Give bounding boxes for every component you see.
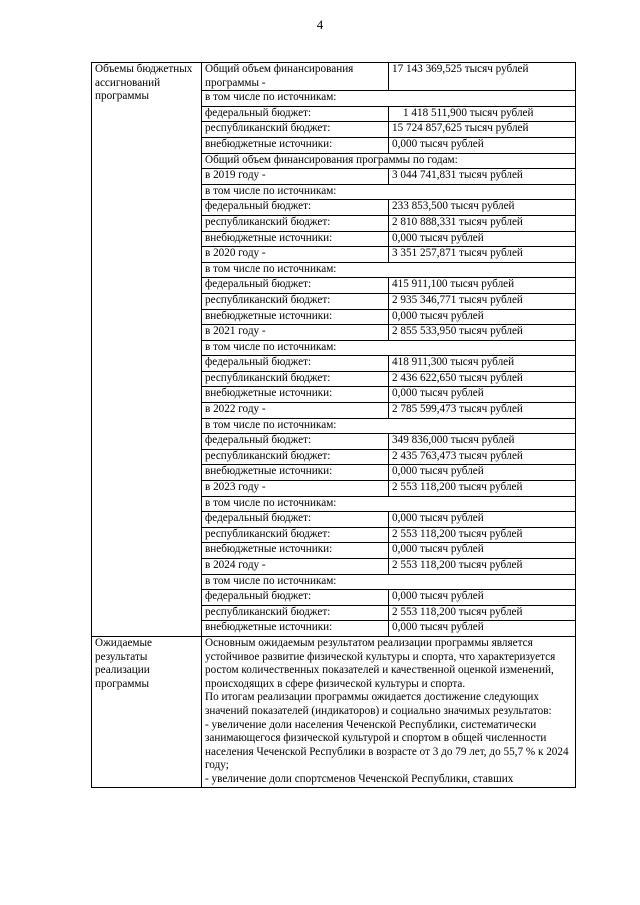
- funding-source-label: в 2024 году -: [202, 559, 389, 575]
- results-paragraph: - увеличение доли населения Чеченской Республики, систематически занимающегося физической культурой и спортом в общей численности населения Чеченской Республики в возрасте от 3 до 79 лет, до 55,7 % к 2024 году;: [205, 718, 569, 772]
- funding-source-label: республиканский бюджет:: [202, 449, 389, 465]
- funding-subheading: в том числе по источникам:: [202, 262, 576, 278]
- funding-subheading: Общий объем финансирования программы по годам:: [202, 153, 576, 169]
- funding-source-label: республиканский бюджет:: [202, 122, 389, 138]
- funding-subheading: в том числе по источникам:: [202, 340, 576, 356]
- funding-amount: 2 553 118,200 тысяч рублей: [389, 605, 576, 621]
- funding-amount: 1 418 511,900 тысяч рублей: [389, 106, 576, 122]
- results-paragraph: - увеличение доли спортсменов Чеченской Республики, ставших: [205, 772, 514, 785]
- funding-amount: 349 836,000 тысяч рублей: [389, 434, 576, 450]
- funding-amount: 0,000 тысяч рублей: [389, 231, 576, 247]
- funding-source-label: в 2022 году -: [202, 403, 389, 419]
- funding-amount: 0,000 тысяч рублей: [389, 590, 576, 606]
- expected-results-row: [92, 636, 576, 787]
- funding-amount: 415 911,100 тысяч рублей: [389, 278, 576, 294]
- funding-amount: 2 855 533,950 тысяч рублей: [389, 325, 576, 341]
- funding-amount: 3 351 257,871 тысяч рублей: [389, 247, 576, 263]
- funding-source-label: внебюджетные источники:: [202, 543, 389, 559]
- funding-amount: 0,000 тысяч рублей: [389, 465, 576, 481]
- funding-amount: 2 785 599,473 тысяч рублей: [389, 403, 576, 419]
- results-paragraph: Основным ожидаемым результатом реализации программы является устойчивое развитие физической культуры и спорта, что характеризуется ростом количественных показателей и качественной оценкой изменений, происходящих в сфере физической культуры и спорта.: [205, 636, 556, 690]
- funding-source-label: федеральный бюджет:: [202, 590, 389, 606]
- funding-subheading: в том числе по источникам:: [202, 496, 576, 512]
- funding-subheading: в том числе по источникам:: [202, 184, 576, 200]
- funding-amount: 0,000 тысяч рублей: [389, 137, 576, 153]
- funding-source-label: республиканский бюджет:: [202, 293, 389, 309]
- funding-amount: 0,000 тысяч рублей: [389, 543, 576, 559]
- funding-amount: 418 911,300 тысяч рублей: [389, 356, 576, 372]
- funding-row: [92, 63, 576, 91]
- funding-source-label: республиканский бюджет:: [202, 215, 389, 231]
- funding-amount: 2 436 622,650 тысяч рублей: [389, 371, 576, 387]
- funding-amount: 2 810 888,331 тысяч рублей: [389, 215, 576, 231]
- funding-source-label: внебюджетные источники:: [202, 309, 389, 325]
- funding-source-label: в 2019 году -: [202, 169, 389, 185]
- funding-source-label: внебюджетные источники:: [202, 465, 389, 481]
- funding-source-label: в 2020 году -: [202, 247, 389, 263]
- funding-source-label: федеральный бюджет:: [202, 106, 389, 122]
- funding-amount: 17 143 369,525 тысяч рублей: [389, 63, 576, 91]
- funding-amount: 15 724 857,625 тысяч рублей: [389, 122, 576, 138]
- funding-amount: 2 935 346,771 тысяч рублей: [389, 293, 576, 309]
- funding-amount: 2 553 118,200 тысяч рублей: [389, 527, 576, 543]
- expected-results-text: [202, 636, 576, 787]
- funding-source-label: республиканский бюджет:: [202, 605, 389, 621]
- funding-source-label: федеральный бюджет:: [202, 356, 389, 372]
- funding-amount: 2 553 118,200 тысяч рублей: [389, 559, 576, 575]
- program-passport-table: [91, 62, 576, 788]
- section-label-results: Ожидаемые результаты реализации программы: [92, 636, 202, 787]
- funding-source-label: федеральный бюджет:: [202, 434, 389, 450]
- funding-subheading: в том числе по источникам:: [202, 91, 576, 107]
- funding-source-label: в 2023 году -: [202, 481, 389, 497]
- page-number: 4: [316, 17, 324, 32]
- funding-source-label: республиканский бюджет:: [202, 527, 389, 543]
- funding-source-label: федеральный бюджет:: [202, 278, 389, 294]
- funding-source-label: внебюджетные источники:: [202, 621, 389, 637]
- funding-amount: 0,000 тысяч рублей: [389, 512, 576, 528]
- funding-source-label: федеральный бюджет:: [202, 512, 389, 528]
- funding-amount: 3 044 741,831 тысяч рублей: [389, 169, 576, 185]
- funding-source-label: Общий объем финансирования программы -: [202, 63, 389, 91]
- funding-source-label: внебюджетные источники:: [202, 137, 389, 153]
- funding-source-label: в 2021 году -: [202, 325, 389, 341]
- funding-amount: 0,000 тысяч рублей: [389, 621, 576, 637]
- funding-amount: 2 553 118,200 тысяч рублей: [389, 481, 576, 497]
- funding-subheading: в том числе по источникам:: [202, 418, 576, 434]
- funding-source-label: внебюджетные источники:: [202, 387, 389, 403]
- results-paragraph: По итогам реализации программы ожидается достижение следующих значений показателей (индикаторов) и социально значимых результатов:: [205, 691, 552, 717]
- funding-amount: 2 435 763,473 тысяч рублей: [389, 449, 576, 465]
- funding-source-label: федеральный бюджет:: [202, 200, 389, 216]
- funding-amount: 0,000 тысяч рублей: [389, 387, 576, 403]
- funding-source-label: республиканский бюджет:: [202, 371, 389, 387]
- section-label-funding: Объемы бюджетных ассигнований программы: [92, 63, 202, 637]
- funding-source-label: внебюджетные источники:: [202, 231, 389, 247]
- funding-subheading: в том числе по источникам:: [202, 574, 576, 590]
- funding-amount: 0,000 тысяч рублей: [389, 309, 576, 325]
- funding-amount: 233 853,500 тысяч рублей: [389, 200, 576, 216]
